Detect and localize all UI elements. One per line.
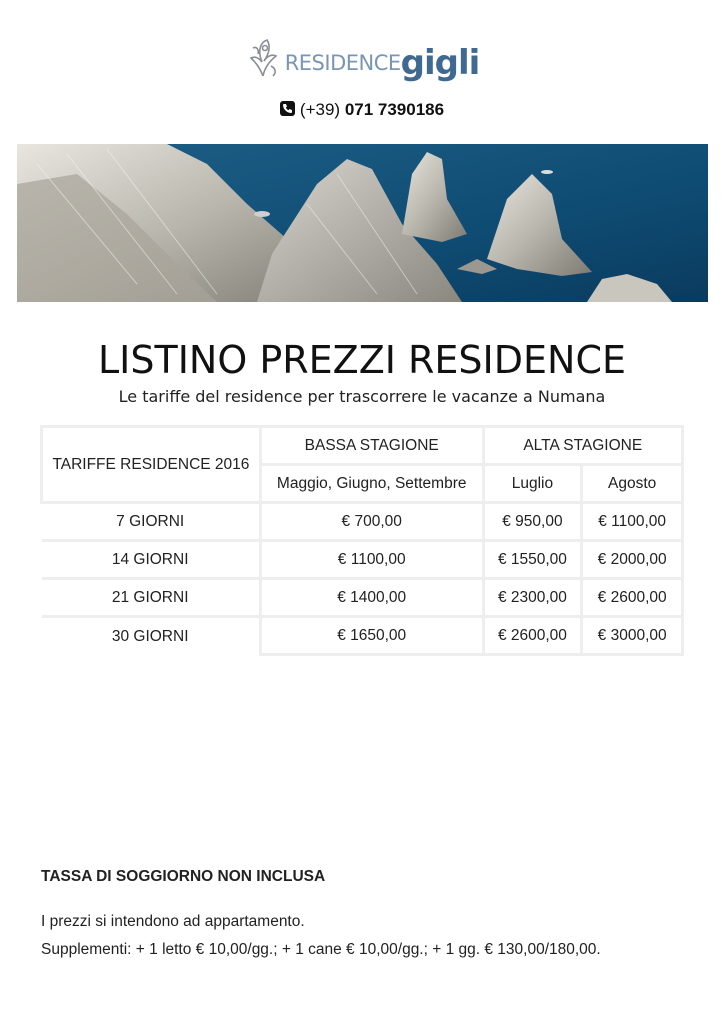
logo-text-residence: RESIDENCE xyxy=(284,51,401,75)
phone-contact[interactable] xyxy=(0,100,724,120)
phone-prefix: (+39) xyxy=(299,100,341,119)
duration-cell: 30 GIORNI xyxy=(42,617,261,655)
price-note: I prezzi si intendono ad appartamento. xyxy=(41,913,305,930)
low-season-price: € 1400,00 xyxy=(260,579,483,617)
phone-number[interactable]: 071 7390186 xyxy=(344,100,445,119)
phone-icon xyxy=(280,101,295,116)
logo-text-gigli: gigli xyxy=(400,43,480,83)
table-row xyxy=(42,503,683,541)
august-price: € 2600,00 xyxy=(582,579,683,617)
page-title: LISTINO PREZZI RESIDENCE xyxy=(98,338,626,382)
duration-cell: 21 GIORNI xyxy=(42,579,261,617)
page-subtitle: Le tariffe del residence per trascorrere le vacanze a Numana xyxy=(118,387,606,406)
table-corner-label: TARIFFE RESIDENCE 2016 xyxy=(42,427,261,503)
price-table xyxy=(40,425,684,656)
hero-image-cliffs xyxy=(17,144,708,302)
july-header: Luglio xyxy=(483,465,582,503)
table-row xyxy=(42,617,683,655)
july-price: € 2600,00 xyxy=(483,617,582,655)
high-season-header: ALTA STAGIONE xyxy=(483,427,682,465)
residence-gigli-logo xyxy=(0,36,724,83)
low-season-price: € 1100,00 xyxy=(260,541,483,579)
duration-cell: 14 GIORNI xyxy=(42,541,261,579)
august-price: € 2000,00 xyxy=(582,541,683,579)
low-season-price: € 700,00 xyxy=(260,503,483,541)
table-row xyxy=(42,579,683,617)
august-header: Agosto xyxy=(582,465,683,503)
table-header-row xyxy=(42,427,683,465)
pricing-notes xyxy=(41,868,681,964)
table-row xyxy=(42,541,683,579)
july-price: € 1550,00 xyxy=(483,541,582,579)
july-price: € 950,00 xyxy=(483,503,582,541)
low-season-price: € 1650,00 xyxy=(260,617,483,655)
low-season-months: Maggio, Giugno, Settembre xyxy=(260,465,483,503)
august-price: € 3000,00 xyxy=(582,617,683,655)
logo-flower-icon xyxy=(245,36,281,80)
tax-notice: TASSA DI SOGGIORNO NON INCLUSA xyxy=(41,868,326,885)
supplements-note: Supplementi: + 1 letto € 10,00/gg.; + 1 cane € 10,00/gg.; + 1 gg. € 130,00/180,00. xyxy=(41,941,601,958)
august-price: € 1100,00 xyxy=(582,503,683,541)
low-season-header: BASSA STAGIONE xyxy=(260,427,483,465)
duration-cell: 7 GIORNI xyxy=(42,503,261,541)
july-price: € 2300,00 xyxy=(483,579,582,617)
